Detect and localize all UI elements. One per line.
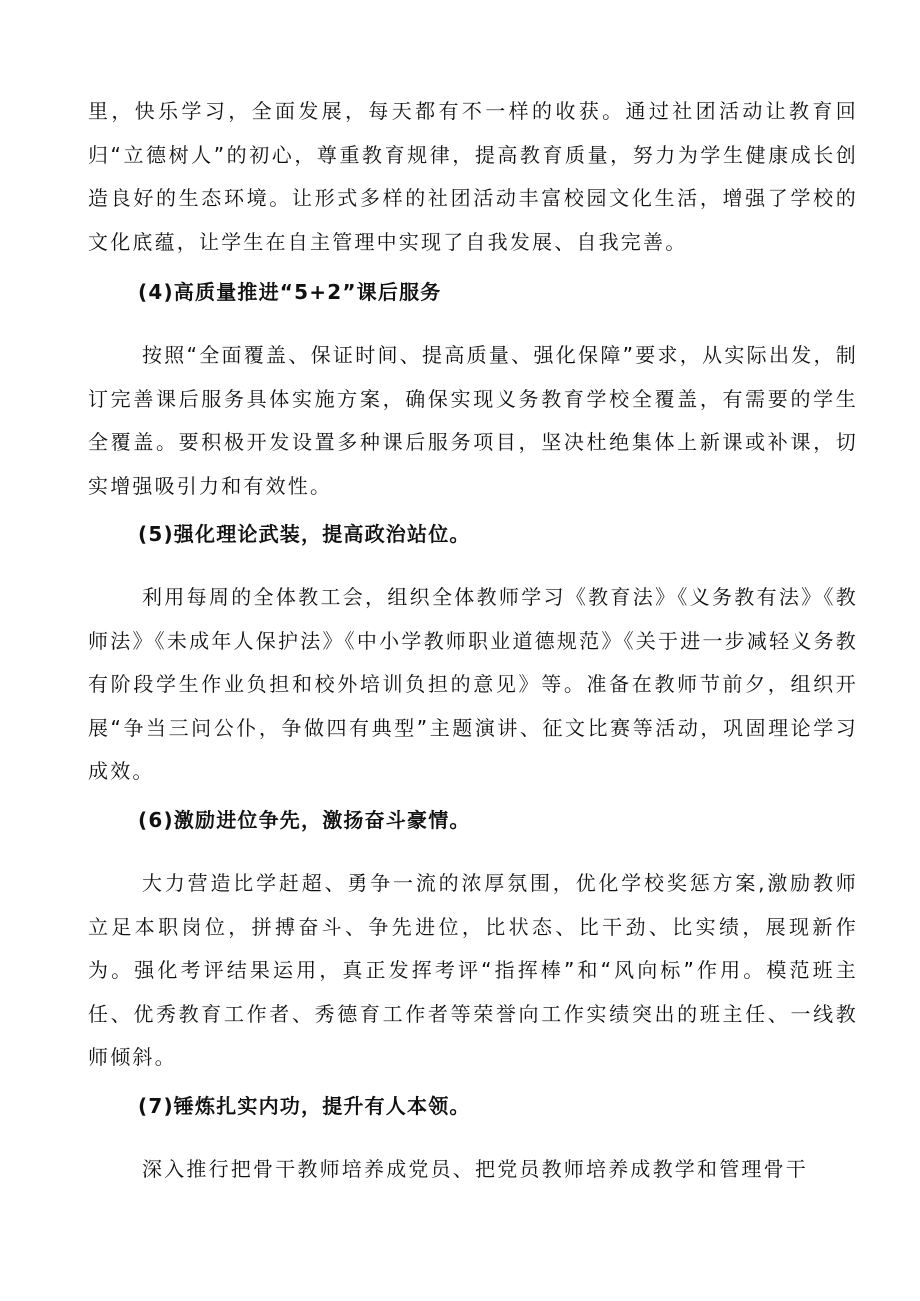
body-paragraph-continuation: 里，快乐学习，全面发展，每天都有不一样的收获。通过社团活动让教育回归“立德树人”的初心，尊重教育规律，提高教育质量，努力为学生健康成长创造良好的生态环境。让形式多样的社团活动丰富校园文化生活，增强了学校的文化底蕴，让学生在自主管理中实现了自我发展、自我完善。 [88,99,858,254]
body-paragraph-after-service: 按照“全面覆盖、保证时间、提高质量、强化保障”要求，从实际出发，制订完善课后服务具体实施方案，确保实现义务教育学校全覆盖，有需要的学生全覆盖。要积极开发设置多种课后服务项目，坚决杜绝集体上新课或补课，切实增强吸引力和有效性。 [88,343,858,498]
body-paragraph-incentive: 大力营造比学赶超、勇争一流的浓厚氛围，优化学校奖惩方案,激励教师立足本职岗位，拼搏奋斗、争先进位，比状态、比干劲、比实绩，展现新作为。强化考评结果运用，真正发挥考评“指挥棒”和“风向标”作用。模范班主任、优秀教育工作者、秀德育工作者等荣誉向工作实绩突出的班主任、一线教师倾斜。 [88,871,858,1070]
section-heading-6: (6)激励进位争先，激扬奋斗豪情。 [138,808,471,832]
section-heading-5: (5)强化理论武装，提高政治站位。 [138,522,471,546]
section-heading-7: (7)锤炼扎实内功，提升有人本领。 [138,1094,471,1118]
body-paragraph-theory-study: 利用每周的全体教工会，组织全体教师学习《教育法》《义务教有法》《教师法》《未成年人保护法》《中小学教师职业道德规范》《关于进一步减轻义务教有阶段学生作业负担和校外培训负担的意见》等。准备在教师节前夕，组织开展“争当三问公仆，争做四有典型”主题演讲、征文比赛等活动，巩固理论学习成效。 [88,585,858,784]
body-paragraph-backbone-training: 深入推行把骨干教师培养成党员、把党员教师培养成教学和管理骨干 [142,1157,808,1181]
section-heading-4: (4)高质量推进“5+2”课后服务 [138,280,442,304]
